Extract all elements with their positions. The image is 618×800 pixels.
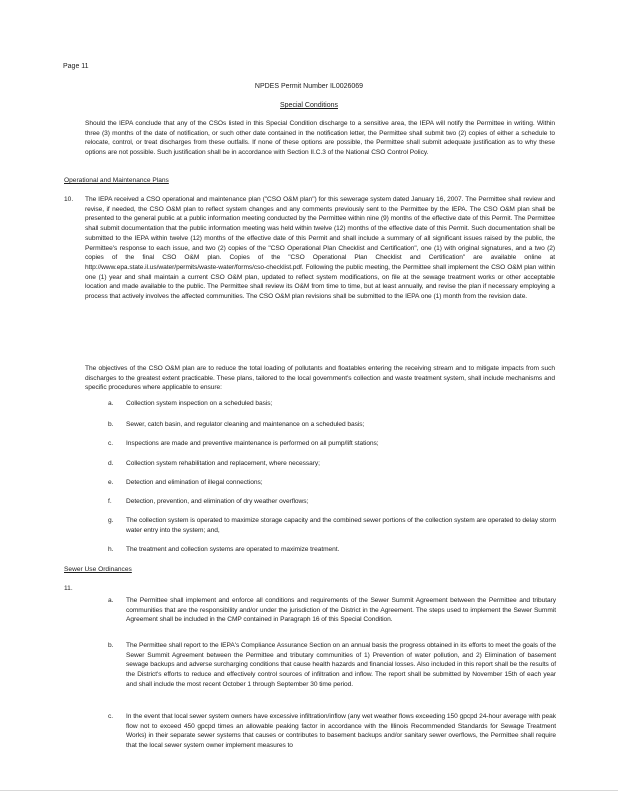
list-item-label: d. xyxy=(108,460,114,467)
list-item-label: c. xyxy=(108,713,114,720)
list-item-text: Collection system inspection on a scheduled basis; xyxy=(126,400,273,407)
item-10-text: The IEPA received a CSO operational and maintenance plan ("CSO O&M plan") for this sewerage system dated January 16, 2007. The Permittee shall review and revise, if needed, the CSO O&M plan to reflect system changes and any comments previously sent to the Permittee by the IEPA. The CSO O&M plan shall be presented to the general public at a public information meeting conducted by the Permittee within nine (9) months of the effective date of this Permit. The Permittee shall submit documentation that the public information meeting was held within twelve (12) months of the effective date of this Permit. Such documentation shall be submitted to the IEPA within twelve (12) months of the effective date of this Permit and shall include a summary of all significant issues raised by the public, the Permittee's response to each issue, and two (2) copies of the "CSO Operational Plan Checklist and Certification", one (1) with original signatures, and a two (2) copies of the final CSO O&M plan. Copies of the "CSO Operational Plan Checklist and Certification" are available online at http://www.epa.state.il.us/water/permits/waste-water/forms/cso-checklist.pdf. Following the public meeting, the Permittee shall implement the CSO O&M plan within one (1) year and shall maintain a current CSO O&M plan, updated to reflect system modifications, on file at the sewage treatment works or other acceptable location and made available to the public. The Permittee shall review its O&M from time to time, but at least annually, and revise the plan if necessary employing a process that actively involves the affected communities. The CSO O&M plan revisions shall be submitted to the IEPA one (1) month from the revision date. xyxy=(85,196,555,301)
list-item-text: The Permittee shall report to the IEPA's Compliance Assurance Section on an annual basis the progress obtained in its efforts to meet the goals of the Sewer Summit Agreement between the Permittee and tributary communities of 1) Prevention of water pollution, and 2) Elimination of basement sewage backups and adverse surcharging conditions that cause health hazards and financial losses. Also included in this report shall be the results of the District's efforts to reduce and effectively control sources of infiltration and inflow. The report shall be submitted by November 15th of each year and shall include the most recent October 1 through September 30 time period. xyxy=(126,642,556,688)
sewer-use-heading: Sewer Use Ordinances xyxy=(64,566,132,573)
list-item-text: The collection system is operated to maximize storage capacity and the combined sewer portions of the collection system are operated to delay storm water entry into the system; and, xyxy=(126,517,556,534)
intro-paragraph: Should the IEPA conclude that any of the CSOs listed in this Special Condition discharge to a sensitive area, the IEPA will notify the Permittee in writing. Within three (3) months of the date of notification, or such other date contained in the notification letter, the Permittee shall submit two (2) copies of either a schedule to relocate, control, or treat discharges from these outfalls. If none of these options are possible, the Permittee shall submit adequate justification as to why these options are not possible. Such justification shall be in accordance with Section II.C.3 of the National CSO Control Policy. xyxy=(85,120,555,157)
list-item-text: The treatment and collection systems are operated to maximize treatment. xyxy=(126,546,340,553)
list-item-label: f. xyxy=(108,498,112,505)
list-item-label: e. xyxy=(108,479,114,486)
item-10-number: 10. xyxy=(64,196,74,203)
list-item-label: a. xyxy=(108,597,114,604)
list-item-text: Detection, prevention, and elimination of dry weather overflows; xyxy=(126,498,309,505)
list-item-label: a. xyxy=(108,400,114,407)
list-item-text: Sewer, catch basin, and regulator cleaning and maintenance on a scheduled basis; xyxy=(126,421,365,428)
list-item-label: g. xyxy=(108,517,114,524)
list-item-text: The Permittee shall implement and enforce all conditions and requirements of the Sewer Summit Agreement between the Permittee and tributary communities that are the responsibility and/or under the jurisdiction of the District in the Agreement. The steps used to implement the Sewer Summit Agreement shall be included in the CMP contained in Paragraph 16 of this Special Condition. xyxy=(126,597,556,624)
item-11-number: 11. xyxy=(64,585,73,592)
list-item-text: Detection and elimination of illegal connections; xyxy=(126,479,263,486)
list-item-label: h. xyxy=(108,546,114,553)
list-item-label: c. xyxy=(108,440,114,447)
list-item-label: b. xyxy=(108,642,114,649)
list-item-text: In the event that local sewer system owners have excessive infiltration/inflow (any wet weather flows exceeding 150 gpcpd 24-hour average with peak flow not to exceed 450 gpcpd times an allowable peaking factor in accordance with the Illinois Recommended Standards for Sewage Treatment Works) in their separate sewer systems that causes or contributes to basement backups and/or sanitary sewer overflows, the Permittee shall require that the local sewer system owner implement measures to xyxy=(126,713,556,750)
list-item-text: Inspections are made and preventive maintenance is performed on all pump/lift stations; xyxy=(126,440,379,447)
om-heading: Operational and Maintenance Plans xyxy=(64,177,169,184)
list-item-text: Collection system rehabilitation and replacement, where necessary; xyxy=(126,460,320,467)
list-item-label: b. xyxy=(108,421,114,428)
page-number: Page 11 xyxy=(63,63,89,70)
objectives-paragraph: The objectives of the CSO O&M plan are to reduce the total loading of pollutants and floatables entering the receiving stream and to mitigate impacts from such discharges to the greatest extent practicable. These plans, tailored to the local government's collection and waste treatment system, shall include mechanisms and specific procedures where applicable to ensure: xyxy=(85,365,555,392)
scan-artifact-line xyxy=(0,790,618,791)
section-title: Special Conditions xyxy=(280,102,338,109)
permit-number: NPDES Permit Number IL0026069 xyxy=(254,83,364,90)
